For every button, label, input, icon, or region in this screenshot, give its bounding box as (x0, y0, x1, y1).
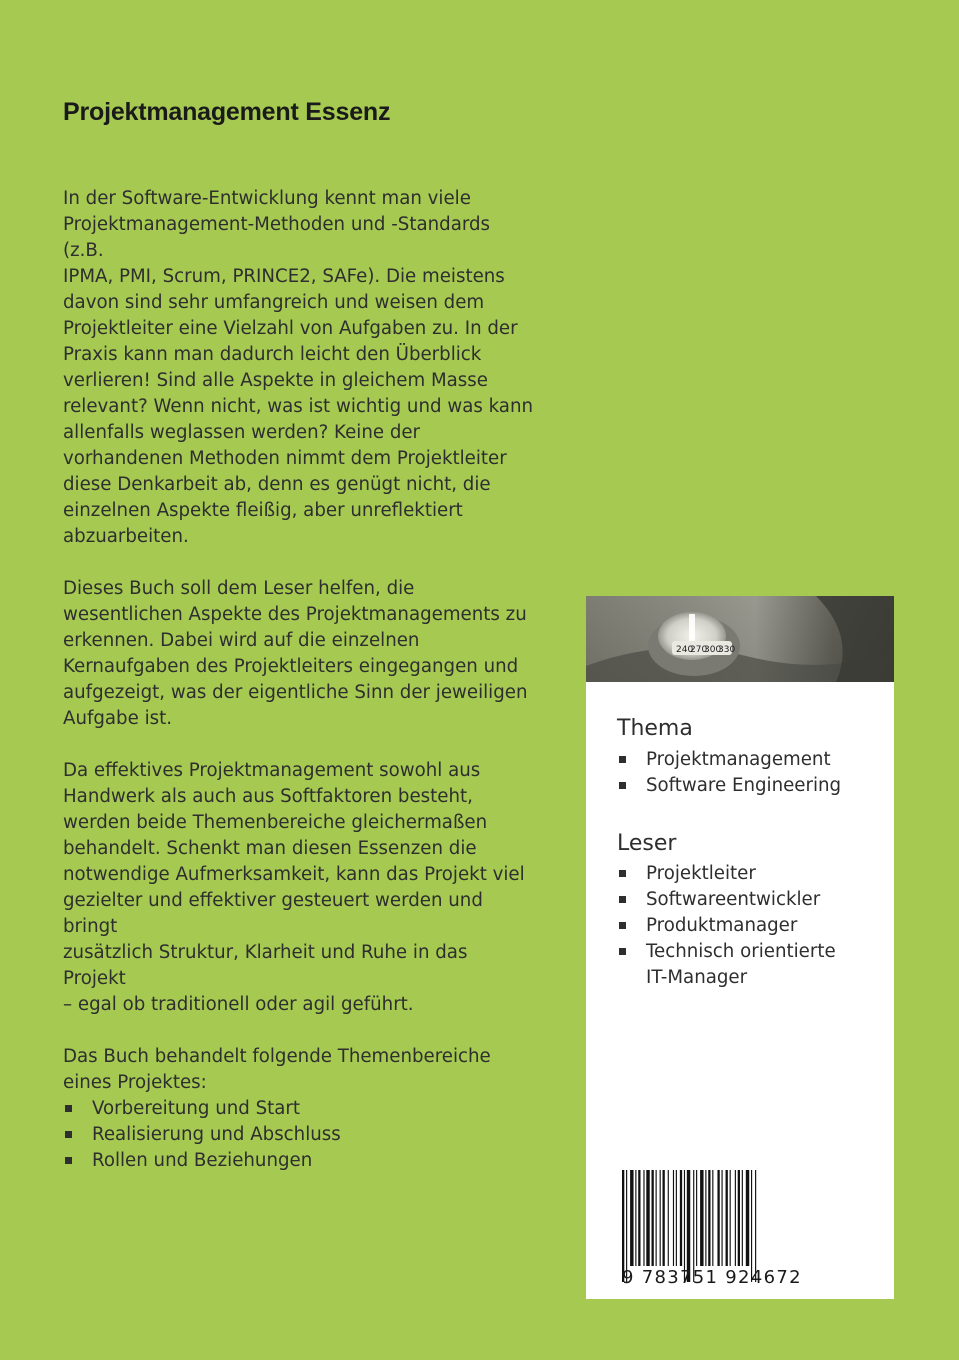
paragraph-purpose: Dieses Buch soll dem Leser helfen, die wesentlichen Aspekte des Projektmanagements zu erkennen. Dabei wird auf die einzelnen Kernaufgaben des Projektleiters eingegangen und aufgezeigt, was der eigentliche Sinn der jeweiligen Aufgabe ist. (63, 578, 528, 729)
topics-list (63, 1096, 533, 1174)
book-title: Projektmanagement Essenz (63, 98, 391, 126)
side-panel (586, 596, 894, 1299)
list-item: Technisch orientierte IT-Manager (617, 939, 877, 991)
paragraph-topics-intro: Das Buch behandelt folgende Themenbereiche eines Projektes: (63, 1046, 491, 1093)
barcode-bar (643, 1170, 644, 1266)
barcode-bar (652, 1170, 654, 1266)
barcode-bar (693, 1170, 694, 1282)
compass-mark: 270 (690, 645, 708, 655)
barcode-bar (742, 1170, 743, 1266)
list-item: Realisierung und Abschluss (63, 1122, 533, 1148)
barcode-bar (638, 1170, 640, 1266)
list-item: Software Engineering (617, 773, 877, 799)
barcode-bar (712, 1170, 713, 1266)
barcode-bar (751, 1170, 752, 1282)
barcode-bar (676, 1170, 677, 1266)
barcode-bar (630, 1170, 633, 1266)
barcode-bar (738, 1170, 740, 1266)
barcode-bar (656, 1170, 657, 1266)
barcode-bar (746, 1170, 749, 1266)
paragraph-intro: In der Software-Entwicklung kennt man viele Projektmanagement-Methoden und -Standards (z.B. IPMA, PMI, Scrum, PRINCE2, SAFe). Die meistens davon sind sehr umfangreich und weisen dem Projektleiter eine Vielzahl von Aufgaben zu. In der Praxis kann man dadurch leicht den Überblick verlieren! Sind alle Aspekte in gleichem Masse relevant? Wenn nicht, was ist wichtig und was kann allenfalls weglassen werden? Keine der vorhandenen Methoden nimmt dem Projektleiter diese Denkarbeit ab, denn es genügt nicht, die einzelnen Aspekte fleißig, aber unreflektiert abzuarbeiten. (63, 188, 534, 547)
list-item: Projektleiter (617, 861, 877, 887)
barcode-bar (646, 1170, 649, 1266)
barcode-bar (700, 1170, 703, 1266)
barcode-bar (673, 1170, 674, 1266)
barcode-bar (635, 1170, 636, 1266)
barcode-bar (668, 1170, 669, 1266)
compass-illustration (586, 596, 894, 682)
barcode-bar (755, 1170, 756, 1282)
list-item: Rollen und Beziehungen (63, 1148, 533, 1174)
barcode-bar (722, 1170, 723, 1266)
isbn-digits: 9 783751 924672 (622, 1267, 802, 1288)
paragraph-approach: Da effektives Projektmanagement sowohl aus Handwerk als auch aus Softfaktoren besteht, werden beide Themenbereiche gleichermaßen behandelt. Schenkt man diesen Essenzen die notwendige Aufmerksamkeit, kann das Projekt viel gezielter und effektiver gesteuert werden und bringt zusätzlich Struktur, Klarheit und Ruhe in das Projekt – egal ob traditionell oder agil geführt. (63, 760, 525, 1015)
barcode-bar (726, 1170, 728, 1266)
barcode-bar (622, 1170, 624, 1282)
list-item: Softwareentwickler (617, 887, 877, 913)
barcode-bar (680, 1170, 682, 1266)
barcode-bar (663, 1170, 665, 1266)
list-item: Vorbereitung und Start (63, 1096, 533, 1122)
description (63, 186, 533, 1174)
compass-photo (586, 596, 894, 682)
list-item: Projektmanagement (617, 747, 877, 773)
barcode-bar (717, 1170, 719, 1266)
compass-mark: 330 (718, 645, 736, 655)
barcode-bar (708, 1170, 710, 1266)
compass-mark: 300 (704, 645, 722, 655)
leser-list (617, 861, 877, 991)
barcode-bar (696, 1170, 697, 1266)
barcode-bar (660, 1170, 661, 1266)
list-item: Produktmanager (617, 913, 877, 939)
barcode-bar (684, 1170, 685, 1282)
barcode-bar (626, 1170, 627, 1282)
leser-heading: Leser (617, 831, 677, 856)
barcode-bar (687, 1170, 690, 1282)
compass-mark: 240 (676, 645, 694, 655)
barcode-bar (730, 1170, 731, 1266)
thema-list (617, 747, 877, 799)
barcode-bar (735, 1170, 736, 1266)
thema-heading: Thema (617, 716, 693, 741)
barcode-bar (705, 1170, 706, 1266)
